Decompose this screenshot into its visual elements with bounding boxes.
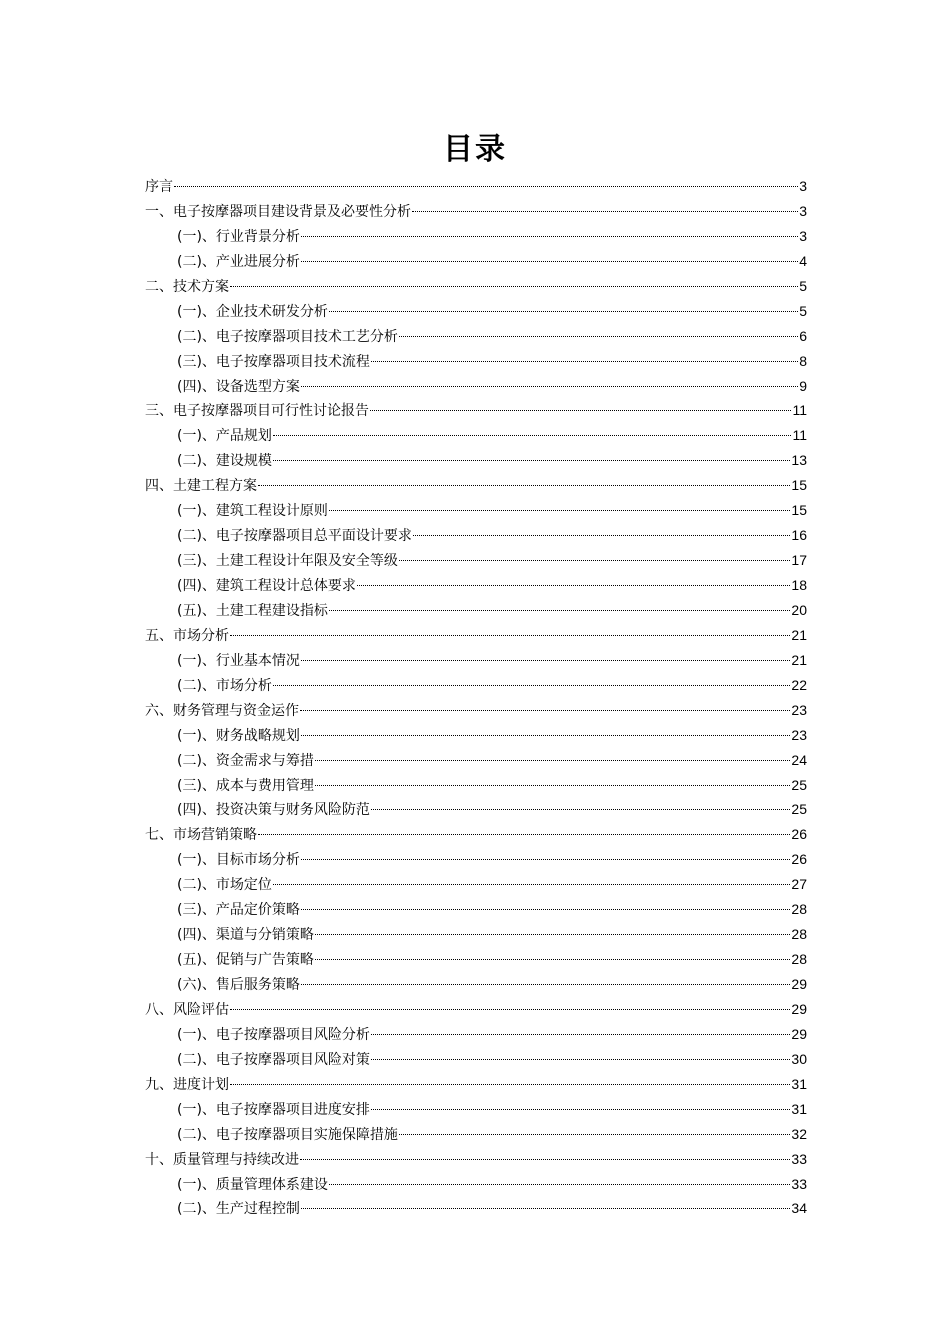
dot-leader (230, 1084, 790, 1085)
toc-subsection-entry[interactable] (145, 548, 807, 573)
toc-subsection-entry[interactable] (145, 224, 807, 249)
toc-page-number: 28 (791, 901, 807, 918)
toc-subsection-entry[interactable] (145, 1172, 807, 1197)
toc-subsection-entry[interactable] (145, 897, 807, 922)
toc-page-number: 29 (791, 1025, 807, 1042)
toc-subsection-entry[interactable] (145, 922, 807, 947)
toc-section-entry[interactable] (145, 1072, 807, 1097)
dot-leader (412, 211, 798, 212)
toc-section-entry[interactable] (145, 698, 807, 723)
dot-leader (371, 361, 798, 362)
toc-page-number: 33 (791, 1175, 807, 1192)
dot-leader (258, 485, 790, 486)
toc-entry-title: (二)、生产过程控制 (177, 1201, 300, 1218)
dot-leader (301, 660, 790, 661)
dot-leader (329, 510, 790, 511)
toc-page-number: 21 (791, 626, 807, 643)
toc-page-number: 6 (799, 327, 807, 344)
toc-page-number: 25 (791, 801, 807, 818)
toc-entry-title: 八、风险评估 (145, 1001, 229, 1018)
toc-subsection-entry[interactable] (145, 1196, 807, 1221)
toc-subsection-entry[interactable] (145, 1097, 807, 1122)
toc-page-number: 16 (791, 527, 807, 544)
toc-page-number: 33 (791, 1150, 807, 1167)
toc-page-number: 21 (791, 651, 807, 668)
toc-subsection-entry[interactable] (145, 797, 807, 822)
dot-leader (301, 984, 790, 985)
toc-subsection-entry[interactable] (145, 648, 807, 673)
dot-leader (300, 1159, 790, 1160)
dot-leader (273, 435, 792, 436)
toc-entry-title: (一)、建筑工程设计原则 (177, 503, 328, 520)
dot-leader (300, 710, 790, 711)
toc-entry-title: (二)、产业进展分析 (177, 253, 300, 270)
toc-subsection-entry[interactable] (145, 249, 807, 274)
toc-entry-title: (四)、投资决策与财务风险防范 (177, 802, 370, 819)
toc-subsection-entry[interactable] (145, 773, 807, 798)
toc-entry-title: (二)、电子按摩器项目总平面设计要求 (177, 528, 412, 545)
dot-leader (315, 959, 790, 960)
toc-page-number: 9 (799, 377, 807, 394)
dot-leader (230, 635, 790, 636)
page-title: 目录 (443, 132, 507, 167)
toc-subsection-entry[interactable] (145, 423, 807, 448)
toc-page-number: 29 (791, 1000, 807, 1017)
toc-entry-title: 九、进度计划 (145, 1076, 229, 1093)
toc-subsection-entry[interactable] (145, 523, 807, 548)
toc-page-number: 5 (799, 277, 807, 294)
toc-entry-title: (六)、售后服务策略 (177, 977, 300, 993)
toc-entry-title: (二)、电子按摩器项目技术工艺分析 (177, 328, 398, 345)
toc-page-number: 26 (791, 826, 807, 843)
toc-page-number: 32 (791, 1125, 807, 1142)
dot-leader (301, 735, 790, 736)
dot-leader (301, 236, 798, 237)
dot-leader (371, 1109, 790, 1110)
toc-subsection-entry[interactable] (145, 448, 807, 473)
dot-leader (329, 311, 798, 312)
toc-section-entry[interactable] (145, 199, 807, 224)
toc-entry-title: (二)、市场分析 (177, 677, 272, 694)
toc-section-entry[interactable] (145, 398, 807, 423)
dot-leader (273, 685, 790, 686)
toc-entry-title: (四)、渠道与分销策略 (177, 927, 314, 944)
toc-page-number: 5 (799, 302, 807, 319)
toc-page-number: 26 (791, 851, 807, 868)
toc-entry-title: (二)、电子按摩器项目实施保障措施 (177, 1126, 398, 1143)
toc-subsection-entry[interactable] (145, 349, 807, 374)
toc-entry-title: 序言 (145, 179, 173, 195)
toc-subsection-entry[interactable] (145, 498, 807, 523)
toc-page-number: 20 (791, 601, 807, 618)
dot-leader (273, 884, 790, 885)
dot-leader (399, 560, 790, 561)
toc-subsection-entry[interactable] (145, 324, 807, 349)
dot-leader (230, 286, 798, 287)
dot-leader (301, 261, 798, 262)
dot-leader (301, 859, 790, 860)
toc-entry-title: (五)、促销与广告策略 (177, 952, 314, 969)
toc-entry-title: (二)、资金需求与筹措 (177, 752, 314, 769)
dot-leader (329, 1184, 790, 1185)
toc-subsection-entry[interactable] (145, 1122, 807, 1147)
toc-entry-title: 六、财务管理与资金运作 (145, 702, 299, 719)
toc-subsection-entry[interactable] (145, 1047, 807, 1072)
toc-page-number: 28 (791, 951, 807, 968)
toc-entry-title: (三)、产品定价策略 (177, 902, 300, 919)
dot-leader (301, 1208, 790, 1209)
toc-page-number: 3 (799, 178, 807, 194)
dot-leader (371, 809, 790, 810)
toc-page-number: 31 (791, 1075, 807, 1092)
dot-leader (301, 386, 798, 387)
toc-page-number: 15 (791, 502, 807, 519)
toc-entry-title: (二)、建设规模 (177, 453, 272, 470)
toc-entry-title: (一)、行业基本情况 (177, 652, 300, 669)
toc-subsection-entry[interactable] (145, 598, 807, 623)
toc-entry-title: (四)、设备选型方案 (177, 378, 300, 395)
toc-section-entry[interactable] (145, 174, 807, 199)
toc-subsection-entry[interactable] (145, 847, 807, 872)
dot-leader (329, 610, 790, 611)
toc-entry-title: (一)、行业背景分析 (177, 228, 300, 245)
toc-entry-title: 三、电子按摩器项目可行性讨论报告 (145, 403, 369, 420)
toc-page-number: 23 (791, 726, 807, 743)
toc-page-number: 3 (799, 202, 807, 219)
toc-entry-title: (一)、电子按摩器项目进度安排 (177, 1101, 370, 1118)
toc-page-number: 31 (791, 1100, 807, 1117)
toc-page-number: 28 (791, 926, 807, 943)
dot-leader (357, 585, 790, 586)
toc-subsection-entry[interactable] (145, 573, 807, 598)
toc-entry-title: 二、技术方案 (145, 278, 229, 295)
toc-page-number: 27 (791, 876, 807, 893)
dot-leader (371, 1059, 790, 1060)
toc-subsection-entry[interactable] (145, 374, 807, 399)
toc-page-number: 3 (799, 227, 807, 244)
toc-entry-title: 一、电子按摩器项目建设背景及必要性分析 (145, 203, 411, 220)
toc-entry-title: (二)、电子按摩器项目风险对策 (177, 1051, 370, 1068)
dot-leader (258, 834, 790, 835)
dot-leader (315, 934, 790, 935)
toc-entry-title: (一)、电子按摩器项目风险分析 (177, 1026, 370, 1043)
toc-entry-title: (一)、产品规划 (177, 428, 272, 445)
toc-page-number: 24 (791, 751, 807, 768)
dot-leader (413, 535, 790, 536)
toc-entry-title: (三)、成本与费用管理 (177, 777, 314, 794)
toc-subsection-entry[interactable] (145, 748, 807, 773)
toc-entry-title: (一)、质量管理体系建设 (177, 1176, 328, 1193)
dot-leader (301, 909, 790, 910)
toc-page-number: 34 (791, 1200, 807, 1217)
toc-section-entry[interactable] (145, 822, 807, 847)
toc-section-entry[interactable] (145, 997, 807, 1022)
toc-subsection-entry[interactable] (145, 723, 807, 748)
toc-subsection-entry[interactable] (145, 1022, 807, 1047)
toc-section-entry[interactable] (145, 473, 807, 498)
toc-page-number: 22 (791, 676, 807, 693)
toc-page-number: 18 (791, 577, 807, 593)
toc-section-entry[interactable] (145, 623, 807, 648)
toc-page-number: 30 (791, 1050, 807, 1067)
toc-page-number: 13 (791, 452, 807, 469)
toc-page-number: 11 (792, 402, 807, 419)
dot-leader (399, 1134, 790, 1135)
table-of-contents (145, 174, 807, 1221)
dot-leader (371, 1034, 790, 1035)
toc-entry-title: 四、土建工程方案 (145, 478, 257, 495)
dot-leader (370, 410, 791, 411)
toc-section-entry[interactable] (145, 274, 807, 299)
toc-entry-title: (一)、目标市场分析 (177, 852, 300, 869)
dot-leader (315, 760, 790, 761)
toc-section-entry[interactable] (145, 1147, 807, 1172)
toc-entry-title: (一)、企业技术研发分析 (177, 303, 328, 320)
toc-page-number: 29 (791, 976, 807, 992)
toc-entry-title: 五、市场分析 (145, 627, 229, 644)
toc-entry-title: (四)、建筑工程设计总体要求 (177, 578, 356, 594)
toc-subsection-entry[interactable] (145, 947, 807, 972)
toc-entry-title: (三)、电子按摩器项目技术流程 (177, 353, 370, 370)
toc-page-number: 4 (799, 252, 807, 269)
dot-leader (230, 1009, 790, 1010)
toc-entry-title: (二)、市场定位 (177, 877, 272, 894)
dot-leader (174, 186, 798, 187)
toc-page-number: 11 (792, 427, 807, 444)
toc-subsection-entry[interactable] (145, 972, 807, 997)
toc-page-number: 23 (791, 701, 807, 718)
toc-entry-title: 七、市场营销策略 (145, 827, 257, 844)
dot-leader (273, 460, 790, 461)
dot-leader (399, 336, 798, 337)
toc-page-number: 25 (791, 776, 807, 793)
toc-entry-title: 十、质量管理与持续改进 (145, 1151, 299, 1168)
toc-subsection-entry[interactable] (145, 299, 807, 324)
toc-page-number: 15 (791, 477, 807, 494)
toc-entry-title: (一)、财务战略规划 (177, 727, 300, 744)
toc-page-number: 17 (791, 552, 807, 569)
toc-entry-title: (五)、土建工程建设指标 (177, 602, 328, 619)
toc-subsection-entry[interactable] (145, 872, 807, 897)
toc-entry-title: (三)、土建工程设计年限及安全等级 (177, 553, 398, 570)
toc-subsection-entry[interactable] (145, 673, 807, 698)
toc-page-number: 8 (799, 352, 807, 369)
dot-leader (315, 785, 790, 786)
